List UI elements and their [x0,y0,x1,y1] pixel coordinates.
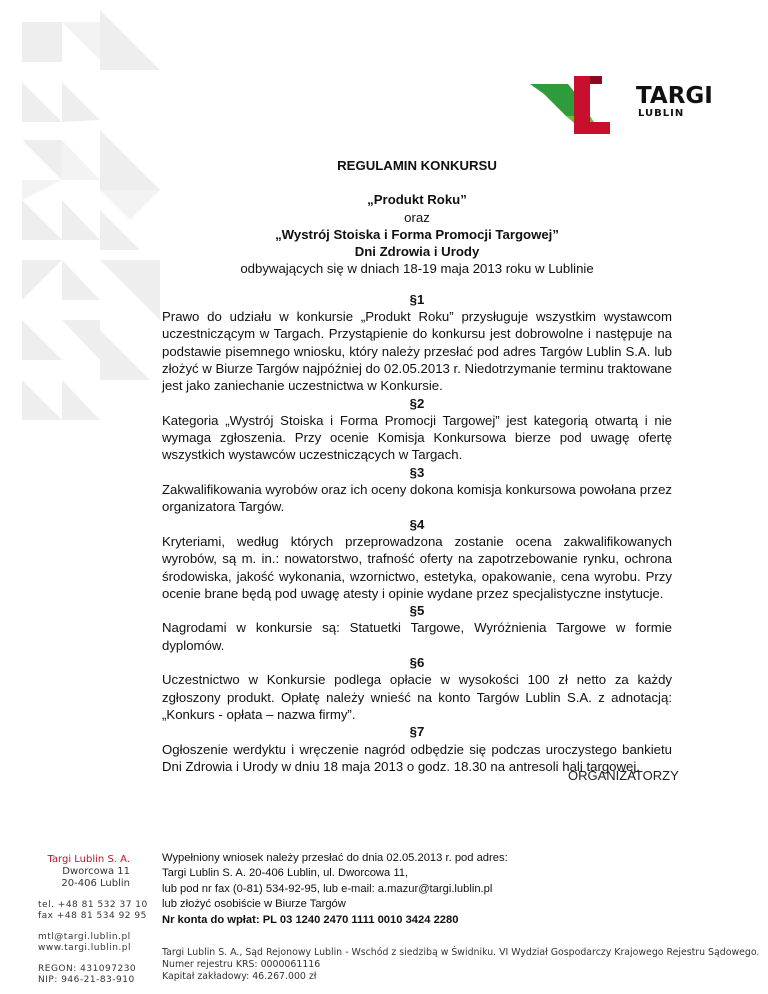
application-address: Targi Lublin S. A. 20-406 Lublin, ul. Dworcowa 11, [162,867,409,880]
logo-text [636,84,713,120]
legal-court: Targi Lublin S. A., Sąd Rejonowy Lublin - Wschód z siedzibą w Świdniku. VI Wydział Gospodarczy Krajowego Rejestru Sądowego. [162,947,760,958]
company-website: www.targi.lublin.pl [38,943,131,953]
logo-name: TARGI [636,83,713,109]
company-nip: NIP: 946-21-83-910 [38,975,135,985]
application-info [162,851,508,928]
section-number: §1 [409,291,425,307]
section-text: Nagrodami w konkursie są: Statuetki Targowe, Wyróżnienia Targowe w formie dyplomów. [162,620,672,653]
company-name: Targi Lublin S. A. [47,854,130,865]
section-text: Kryteriami, według których przeprowadzona zostanie ocena zakwalifikowanych wyrobów, są m. in.: nowatorstwo, trafność oferty na zapotrzebowanie rynku, ochrona środowiska, jakość wykonania, wzornictwo, estetyka, opakowanie, cena wyrobu. Przy ocenie brane będą pod uwagę atesty i opinie wydane przez specjalistyczne instytucje. [162,533,672,601]
section-number: §3 [409,464,425,480]
section-number: §4 [409,516,425,532]
application-in-person: lub złożyć osobiście w Biurze Targów [162,898,346,911]
section-text: Prawo do udziału w konkursie „Produkt Roku” przysługuje wszystkim wystawcom uczestniczącym w Targach. Przystąpienie do konkursu jest dobrowolne i następuje na podstawie pisemnego wniosku, który należy przesłać pod adres Targów Lublin S.A. lub złożyć w Biurze Targów najpóźniej do 02.05.2013 r. Niedotrzymanie terminu traktowane jest jako zaniechanie uczestnictwa w Konkursie. [162,309,672,394]
event-name: Dni Zdrowia i Urody [354,244,480,260]
company-street: Dworcowa 11 [62,866,130,877]
section-text: Zakwalifikowania wyrobów oraz ich oceny dokona komisja konkursowa powołana przez organizatora Targów. [162,482,672,515]
application-deadline: Wypełniony wniosek należy przesłać do dnia 02.05.2013 r. pod adres: [162,852,508,864]
bank-account: Nr konta do wpłat: PL 03 1240 2470 1111 0010 3424 2280 [162,913,459,926]
company-regon: REGON: 431097230 [38,964,137,974]
legal-krs: Numer rejestru KRS: 0000061116 [162,959,321,970]
section-text: Ogłoszenie werdyktu i wręczenie nagród odbędzie się podczas uroczystego bankietu Dni Zdrowia i Urody w dniu 18 maja 2013 o godz. 18.30 na antresoli hali targowej. [162,741,672,774]
document-heading: REGULAMIN KONKURSU [337,158,497,173]
section-number: §7 [409,724,425,740]
application-fax-email: lub pod nr fax (0-81) 534-92-95, lub e-mail: a.mazur@targi.lublin.pl [162,882,493,895]
legal-capital: Kapitał zakładowy: 46.267.000 zł [162,971,317,982]
logo-subname: LUBLIN [638,108,685,119]
legal-footer [162,947,759,983]
company-email: mtl@targi.lublin.pl [38,932,131,942]
company-city: 20-406 Lublin [61,878,130,889]
contest-title-stand: „Wystrój Stoiska i Forma Promocji Targowej” [275,226,559,242]
regulation-document [162,157,672,775]
company-fax: fax +48 81 534 92 95 [38,911,147,921]
contest-title-product: „Produkt Roku” [367,192,467,208]
section-number: §6 [409,655,425,671]
contest-title-block [162,191,672,277]
contest-title-and: oraz [404,209,430,225]
section-number: §2 [409,395,425,411]
section-text: Kategoria „Wystrój Stoiska i Forma Promocji Targowej” jest kategorią otwartą i nie wymaga zgłoszenia. Przy ocenie Komisja Konkursowa bierze pod uwagę ofertę wszystkich wystawców uczestniczących w Targach. [162,412,672,463]
section-text: Uczestnictwo w Konkursie podlega opłacie w wysokości 100 zł netto za każdy zgłoszony produkt. Opłatę należy wnieść na konto Targów Lublin S.A. z adnotacją: „Konkurs - opłata – nazwa firmy”. [162,672,672,722]
organizers-label: ORGANIZATORZY [568,768,679,783]
section-number: §5 [409,603,425,619]
event-dates: odbywających się w dniach 18-19 maja 2013 roku w Lublinie [240,261,594,277]
company-phone: tel. +48 81 532 37 10 [38,900,148,910]
company-contact-block [38,854,148,986]
